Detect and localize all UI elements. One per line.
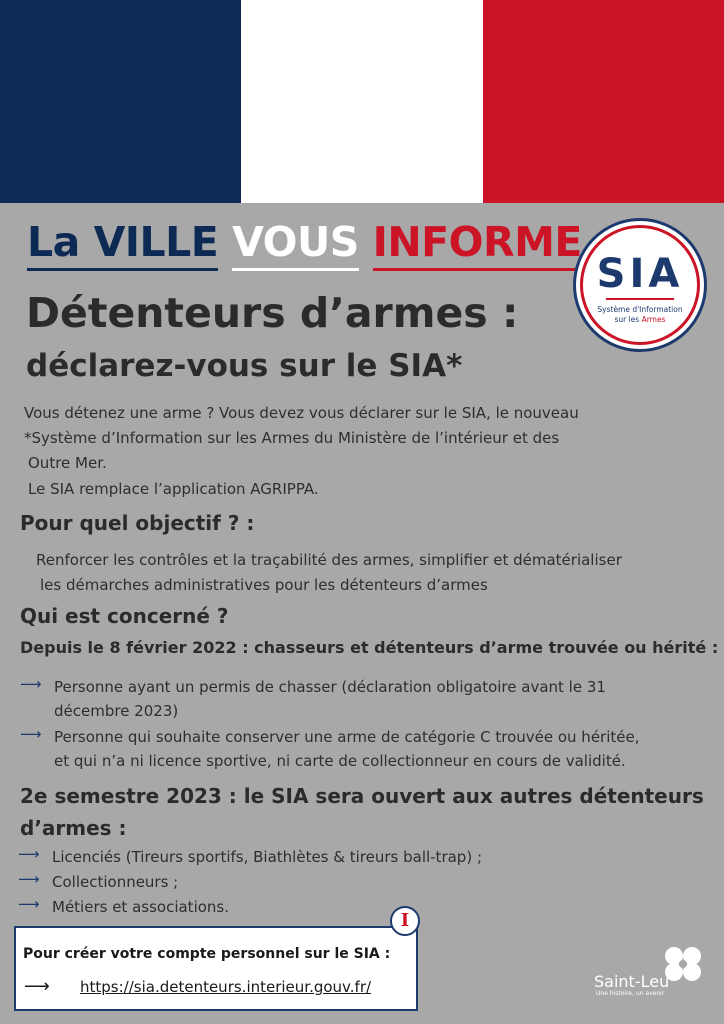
- sia-link[interactable]: https://sia.detenteurs.interieur.gouv.fr/: [80, 978, 372, 996]
- sia-logo-subtitle-1: Système d'Information: [597, 305, 683, 314]
- objectif-line-1: Renforcer les contrôles et la traçabilité des armes, simplifier et dématérialiser: [36, 551, 622, 569]
- arrow-icon: ⟶: [20, 725, 42, 743]
- objectif-heading: Pour quel objectif ? :: [20, 511, 255, 535]
- sia-logo: [573, 218, 707, 352]
- semestre-heading-line-2: d’armes :: [20, 816, 127, 840]
- concerne-subheading: Depuis le 8 février 2022 : chasseurs et détenteurs d’arme trouvée ou hérité :: [20, 638, 719, 657]
- callout-title: Pour créer votre compte personnel sur le SIA :: [23, 946, 391, 962]
- sia-logo-subtitle-2-prefix: sur les: [614, 315, 640, 324]
- concerne-item-1-line-1: Personne ayant un permis de chasser (déclaration obligatoire avant le 31: [54, 678, 606, 696]
- intro-line-2: *Système d’Information sur les Armes du Ministère de l’intérieur et des: [24, 429, 560, 447]
- headline-word-1: La VILLE: [27, 218, 218, 271]
- sia-logo-subtitle-2: [576, 315, 704, 324]
- logo-name: Saint-Leu: [594, 972, 670, 991]
- logo-tagline: Une histoire, un avenir: [596, 990, 665, 997]
- headline-word-2: VOUS: [232, 218, 359, 271]
- flag-stripe-blue: [0, 0, 241, 203]
- intro-line-4: Le SIA remplace l’application AGRIPPA.: [28, 480, 319, 498]
- arrow-icon: ⟶: [18, 870, 40, 888]
- sia-logo-subtitle-2-accent: Armes: [641, 315, 666, 324]
- headline: [27, 218, 582, 271]
- headline-word-3: INFORME: [373, 218, 582, 271]
- arrow-icon: ⟶: [20, 675, 42, 693]
- concerne-heading: Qui est concerné ?: [20, 604, 229, 628]
- concerne-item-2-line-2: et qui n’a ni licence sportive, ni carte de collectionneur en cours de validité.: [54, 752, 626, 770]
- semestre-heading-line-1: 2e semestre 2023 : le SIA sera ouvert aux autres détenteurs: [20, 784, 704, 808]
- page-subtitle: déclarez-vous sur le SIA*: [26, 348, 463, 384]
- sia-logo-letters: SIA: [596, 251, 684, 297]
- arrow-icon: ⟶: [18, 845, 40, 863]
- flag-stripe-white: [241, 0, 482, 203]
- semestre-item-2: Collectionneurs ;: [52, 873, 179, 891]
- sia-logo-divider: [606, 298, 674, 300]
- arrow-icon: ⟶: [24, 976, 50, 997]
- arrow-icon: ⟶: [18, 895, 40, 913]
- account-callout: [14, 926, 418, 1011]
- intro-line-1: Vous détenez une arme ? Vous devez vous déclarer sur le SIA, le nouveau: [24, 404, 579, 422]
- saint-leu-logo: [594, 946, 714, 1008]
- page-title: Détenteurs d’armes :: [26, 289, 519, 337]
- semestre-item-3: Métiers et associations.: [52, 898, 229, 916]
- concerne-item-2-line-1: Personne qui souhaite conserver une arme de catégorie C trouvée ou héritée,: [54, 728, 640, 746]
- objectif-line-2: les démarches administratives pour les détenteurs d’armes: [40, 576, 488, 594]
- info-icon: I: [390, 906, 420, 936]
- concerne-item-1-line-2: décembre 2023): [54, 702, 179, 720]
- flag-stripe-red: [483, 0, 724, 203]
- semestre-item-1: Licenciés (Tireurs sportifs, Biathlètes & tireurs ball-trap) ;: [52, 848, 482, 866]
- intro-line-3: Outre Mer.: [28, 454, 107, 472]
- french-flag-banner: [0, 0, 724, 203]
